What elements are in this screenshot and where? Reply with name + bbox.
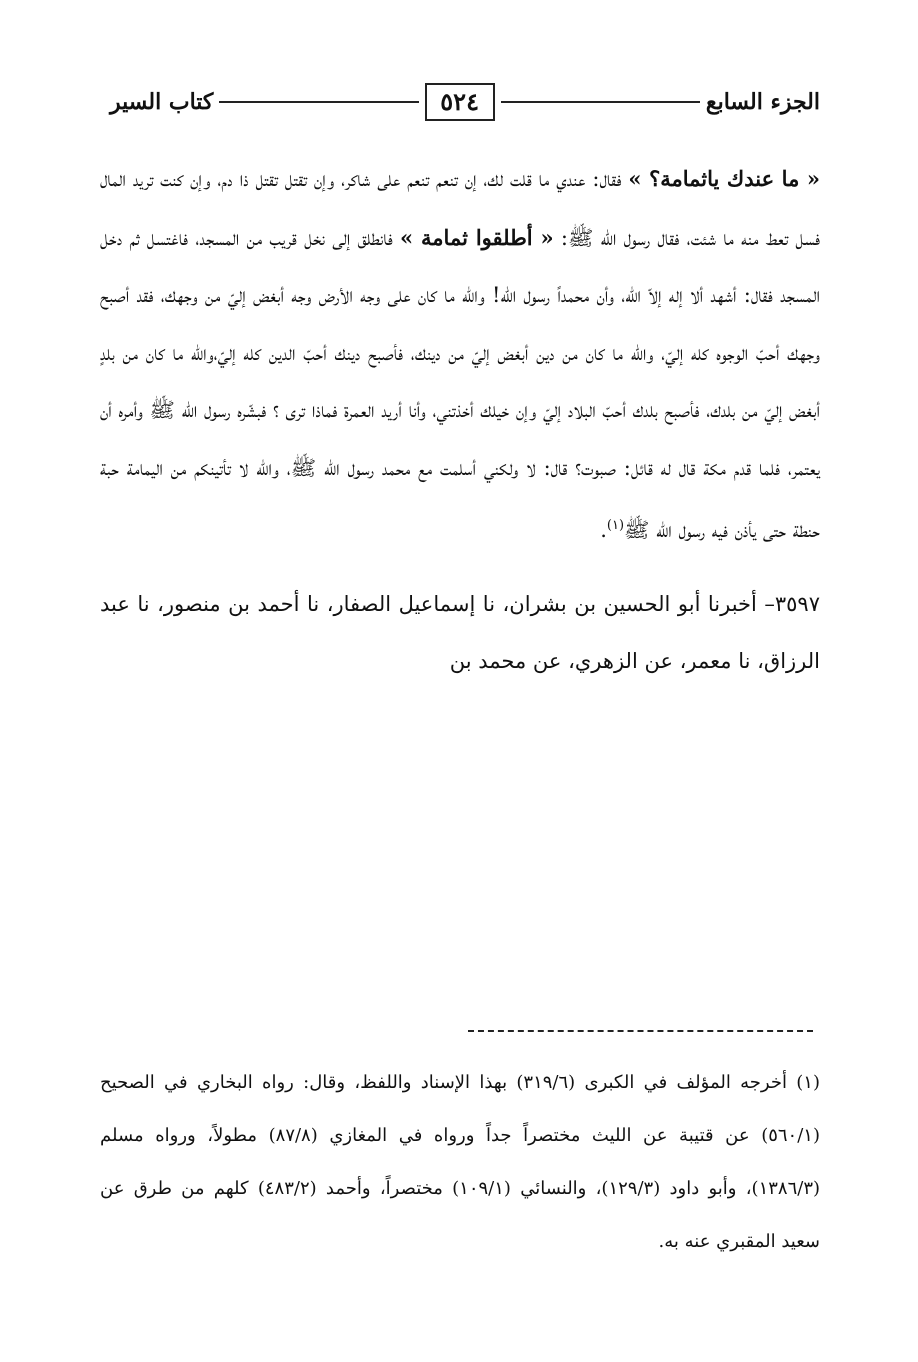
footnote-text: أخرجه المؤلف في الكبرى (٣١٩/٦) بهذا الإسناد واللفظ، وقال: رواه البخاري في الصحيح (٥٦٠/١) عن قتيبة عن الليث مختصراً جداً ورواه في المغازي (٨٧/٨) مطولاً، ورواه مسلم (١٣٨٦/٣)، وأبو داود (١٢٩/٣)، والنسائي (١٠٩/١) مختصراً، وأحمد (٤٨٣/٢) كلهم من طرق عن سعيد المقبري عنه به. <box>100 1072 821 1252</box>
paragraph-end: . <box>600 518 607 542</box>
header-rule <box>219 101 418 103</box>
quote-bold: « أطلقوا ثمامة » <box>400 224 554 250</box>
footnote-1 <box>100 1056 820 1268</box>
footnote-marker: (١) <box>796 1072 820 1093</box>
header-rule <box>501 101 700 103</box>
footnote-reference: (١) <box>606 518 625 533</box>
paragraph-text: فقال: عندي ما قلت لك، إن تنعم تنعم على شاكر، وإن تقتل تقتل ذا دم، وإن كنت تريد المال فسل تعط منه ما شئت، فقال رسول الله ﷺ: <box>100 167 820 250</box>
paragraph-hadith-3597: ٣٥٩٧– أخبرنا أبو الحسين بن بشران، نا إسماعيل الصفار، نا أحمد بن منصور، نا عبد الرزاق، نا معمر، عن الزهري، عن محمد بن <box>100 591 820 673</box>
paragraph-hadith-continuation <box>100 150 820 560</box>
main-text <box>100 150 820 691</box>
paragraph-text: فانطلق إلى نخل قريب من المسجد، فاغتسل ثم دخل المسجد فقال: أشهد ألا إله إلاّ الله، وأن محمداً رسول الله! والله ما كان على وجه الأرض وجه أبغض إليّ من وجهك، فقد أصبح وجهك أحبّ الوجوه كله إليّ، والله ما كان من دين أبغض إليّ من دينك، فأصبح دينك أحبّ الدين كله إليّ،والله ما كان من بلدٍ أبغض إليّ من بلدك، فأصبح بلدك أحبّ البلاد إليّ وإن خيلك أخذتني، وأنا أريد العمرة فماذا ترى ؟ فبشّره رسول الله ﷺ وأمره أن يعتمر، فلما قدم مكة قال له قائل: صبوت؟ قال: لا ولكني أسلمت مع محمد رسول الله ﷺ، والله لا تأتينكم من اليمامة حبة حنطة حتى يأذن فيه رسول الله ﷺ <box>100 225 820 542</box>
footnote-separator <box>468 1030 813 1032</box>
quote-bold: « ما عندك ياثمامة؟ » <box>628 166 820 191</box>
page-number: ٥٢٤ <box>425 83 495 121</box>
footnotes <box>100 1056 820 1268</box>
running-header <box>110 82 820 122</box>
book-title: كتاب السير <box>109 89 214 115</box>
volume-label: الجزء السابع <box>705 89 820 115</box>
